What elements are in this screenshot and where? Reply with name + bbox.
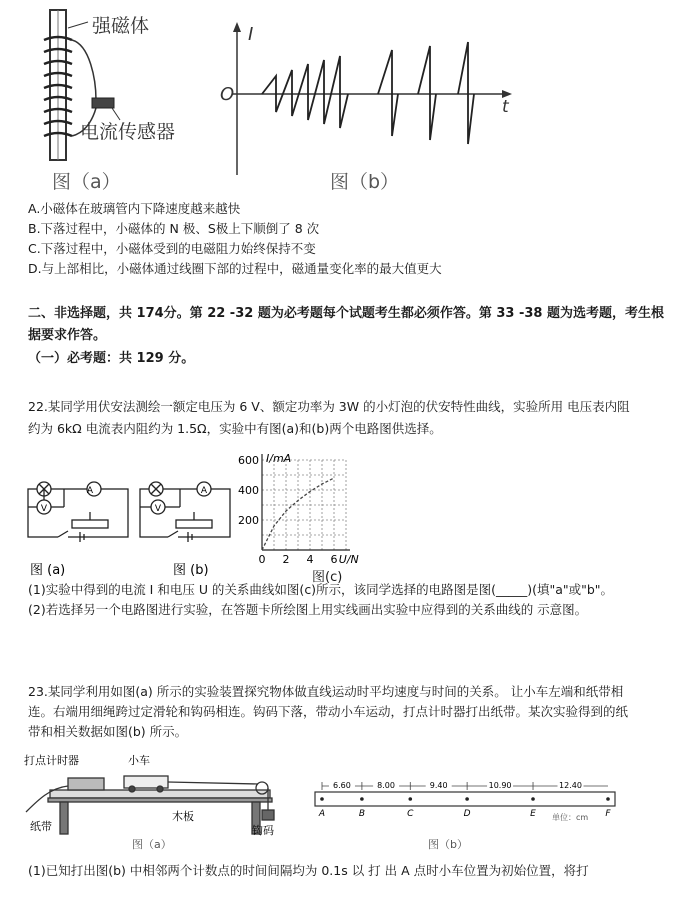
- q22-line1: 22.某同学用伏安法测绘一额定电压为 6 V、额定功率为 3W 的小灯泡的伏安特性曲线，实验所用 电压表内阻: [28, 399, 630, 414]
- caption-tape: 图（b）: [428, 838, 468, 851]
- tape-point-label: D: [463, 809, 471, 819]
- tape-dot: [465, 797, 469, 801]
- tape-value-label: 12.40: [559, 781, 582, 790]
- axis-t-label: t: [502, 97, 509, 117]
- tape-point-label: F: [605, 809, 611, 819]
- tape-value-label: 10.90: [488, 781, 512, 790]
- q22-line2: 约为 6kΩ 电流表内阻约为 1.5Ω，实验中有图(a)和(b)两个电路图供选择。: [28, 421, 442, 436]
- chart-ticks: [238, 454, 338, 566]
- caption-top-a: 图（a）: [52, 171, 121, 193]
- chart-grid: [262, 454, 350, 550]
- circuit-a-ammeter: A: [86, 486, 94, 496]
- section-heading-line2: 据要求作答。: [28, 328, 107, 343]
- circuit-b-ammeter: A: [200, 486, 208, 496]
- q23-sub1: (1)已知打出图(b) 中相邻两个计数点的时间间隔均为 0.1s 以 打 出 A 点时小车位置为初始位置，将打: [28, 863, 589, 878]
- tape-dot: [606, 797, 610, 801]
- label-tape: 纸带: [30, 820, 52, 833]
- x-tick-label: 2: [282, 553, 290, 566]
- label-timer: 打点计时器: [24, 754, 79, 767]
- tape-unit: 单位：cm: [552, 813, 589, 822]
- label-board: 木板: [172, 810, 194, 823]
- tape-dot: [408, 797, 412, 801]
- x-tick-label: 6: [330, 553, 338, 566]
- tape-point-label: B: [358, 809, 366, 819]
- tape-point-label: C: [407, 809, 414, 819]
- x-tick-label: 4: [306, 553, 314, 566]
- tape-dot: [320, 797, 324, 801]
- q23-line1: 23.某同学利用如图(a) 所示的实验装置探究物体做直线运动时平均速度与时间的关系。 让小车左端和纸带相: [28, 684, 624, 699]
- tape-value-label: 8.00: [377, 781, 395, 790]
- q23-figures: [20, 748, 680, 858]
- y-tick-label: 200: [238, 514, 259, 527]
- y-tick-label: 600: [238, 454, 259, 467]
- option-c: C.下落过程中，小磁体受到的电磁阻力始终保持不变: [28, 241, 316, 256]
- circuit-b: [140, 482, 230, 542]
- chart-xlabel: U/N: [338, 553, 359, 566]
- caption-apparatus: 图（a）: [132, 838, 172, 851]
- section-subheading: （一）必考题：共 129 分。: [28, 351, 195, 366]
- option-a: A.小磁体在玻璃管内下降速度越来越快: [28, 201, 241, 216]
- q23-line3: 带和相关数据如图(b) 所示。: [28, 724, 188, 739]
- label-current-sensor: 电流传感器: [80, 121, 176, 143]
- option-d: D.与上部相比，小磁体通过线圈下部的过程中，磁通量变化率的最大值更大: [28, 261, 442, 276]
- section-heading-line1: 二、非选择题，共 174分。第 22 -32 题为必考题每个试题考生都必须作答。第 33 -38 题为选考题，考生根: [28, 306, 664, 321]
- tape-point-label: E: [530, 809, 536, 819]
- q23-line2: 连。右端用细绳跨过定滑轮和钩码相连。钩码下落，带动小车运动，打点计时器打出纸带。某次实验得到的纸: [28, 704, 629, 719]
- label-cart: 小车: [128, 754, 150, 767]
- caption-top-b: 图（b）: [330, 171, 400, 193]
- circuit-b-voltmeter: V: [154, 504, 162, 514]
- origin-label: O: [220, 84, 235, 105]
- chart-ylabel: I/mA: [266, 452, 292, 465]
- label-weight: 钩码: [252, 824, 274, 837]
- tape-value-label: 6.60: [333, 781, 351, 790]
- circuit-a-voltmeter: V: [40, 504, 48, 514]
- top-figures: [0, 0, 692, 195]
- label-magnet: 强磁体: [92, 15, 150, 37]
- tape-value-label: 9.40: [429, 781, 448, 790]
- y-tick-label: 400: [238, 484, 259, 497]
- cart-apparatus: [26, 776, 274, 834]
- q22-sub1: (1)实验中得到的电流 I 和电压 U 的关系曲线如图(c)所示，该同学选择的电路图是图(_____)(填"a"或"b"。: [28, 582, 614, 597]
- option-b: B.下落过程中，小磁体的 N 极、S极上下顺倒了 8 次: [28, 221, 320, 236]
- caption-chart-c: 图(c): [312, 570, 343, 585]
- iu-chart: [232, 446, 382, 566]
- q22-sub2: (2)若选择另一个电路图进行实验，在答题卡所绘图上用实线画出实验中应得到的关系曲线的 示意图。: [28, 602, 588, 617]
- caption-circuit-b: 图 (b): [173, 563, 209, 578]
- tape-dot: [360, 797, 364, 801]
- current-time-graph: [232, 22, 512, 175]
- x-tick-label: 0: [258, 553, 266, 566]
- tape-dot: [531, 797, 535, 801]
- caption-circuit-a: 图 (a): [30, 563, 66, 578]
- axis-i-label: I: [248, 24, 254, 45]
- tape-point-label: A: [318, 809, 326, 819]
